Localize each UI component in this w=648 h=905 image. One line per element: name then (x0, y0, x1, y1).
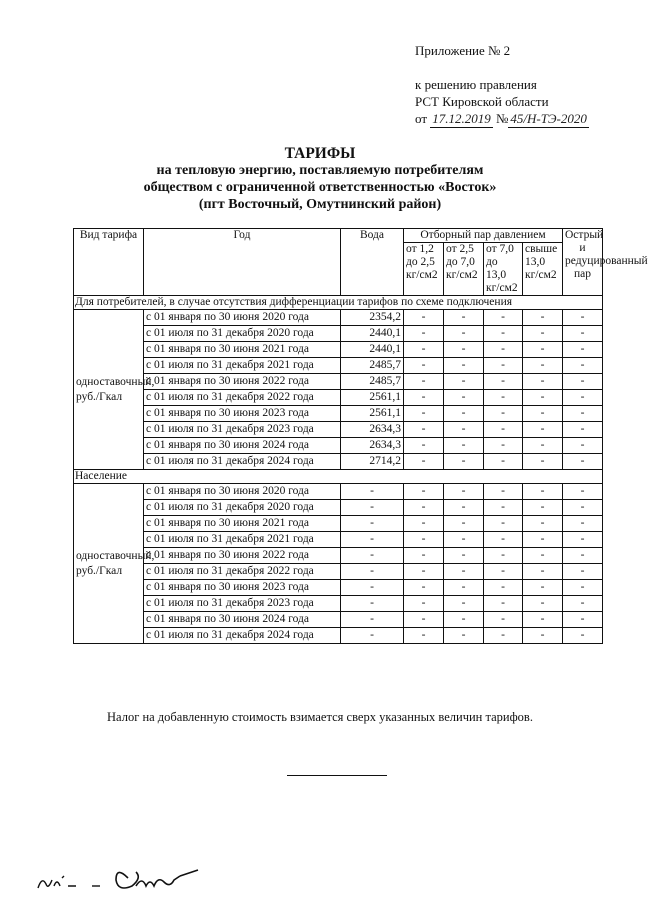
table-row (74, 454, 603, 470)
water-value-cell: 2440,1 (341, 342, 404, 358)
water-value-cell: 2561,1 (341, 406, 404, 422)
dash-cell: - (444, 580, 484, 596)
dash-cell: - (484, 358, 523, 374)
period-cell: с 01 июля по 31 декабря 2021 года (144, 358, 341, 374)
dash-cell: - (444, 500, 484, 516)
dash-cell: - (523, 406, 563, 422)
water-value-cell: - (341, 532, 404, 548)
title-line-1: на тепловую энергию, поставляемую потребителям (156, 163, 484, 178)
dash-cell: - (563, 516, 603, 532)
dash-cell: - (523, 454, 563, 470)
dash-cell: - (523, 438, 563, 454)
dash-cell: - (563, 596, 603, 612)
dash-cell: - (484, 628, 523, 644)
dash-cell: - (404, 580, 444, 596)
dash-cell: - (404, 628, 444, 644)
appendix-decision-line: к решению правления (415, 77, 537, 92)
period-cell: с 01 января по 30 июня 2020 года (144, 484, 341, 500)
period-cell: с 01 января по 30 июня 2021 года (144, 342, 341, 358)
period-cell: с 01 июля по 31 декабря 2024 года (144, 628, 341, 644)
dash-cell: - (404, 406, 444, 422)
water-value-cell: 2634,3 (341, 438, 404, 454)
table-row (74, 628, 603, 644)
table-row (74, 548, 603, 564)
dash-cell: - (444, 422, 484, 438)
table-row (74, 500, 603, 516)
decision-date: 17.12.2019 (432, 111, 491, 126)
water-value-cell: 2485,7 (341, 358, 404, 374)
section-title: Население (74, 470, 603, 484)
period-cell: с 01 июля по 31 декабря 2023 года (144, 596, 341, 612)
table-row (74, 406, 603, 422)
number-label: № (496, 111, 509, 126)
dash-cell: - (444, 390, 484, 406)
dash-cell: - (484, 548, 523, 564)
dash-cell: - (523, 422, 563, 438)
table-row (74, 422, 603, 438)
dash-cell: - (563, 532, 603, 548)
period-cell: с 01 июля по 31 декабря 2020 года (144, 500, 341, 516)
dash-cell: - (404, 326, 444, 342)
dash-cell: - (444, 406, 484, 422)
table-row (74, 564, 603, 580)
header-steam-pressure: от 1,2 до 2,5 кг/см2 (404, 243, 444, 296)
section-title: Для потребителей, в случае отсутствия дифференциации тарифов по схеме подключения (74, 296, 603, 310)
dash-cell: - (444, 612, 484, 628)
dash-cell: - (484, 342, 523, 358)
water-value-cell: - (341, 516, 404, 532)
dash-cell: - (563, 454, 603, 470)
dash-cell: - (444, 596, 484, 612)
dash-cell: - (523, 628, 563, 644)
table-row (74, 310, 603, 326)
water-value-cell: - (341, 564, 404, 580)
dash-cell: - (404, 358, 444, 374)
period-cell: с 01 января по 30 июня 2023 года (144, 406, 341, 422)
handwritten-signature (32, 856, 212, 896)
table-row (74, 390, 603, 406)
water-value-cell: - (341, 548, 404, 564)
water-value-cell: - (341, 596, 404, 612)
table-row (74, 438, 603, 454)
dash-cell: - (563, 390, 603, 406)
dash-cell: - (404, 516, 444, 532)
dash-cell: - (404, 342, 444, 358)
dash-cell: - (404, 484, 444, 500)
water-value-cell: - (341, 612, 404, 628)
title-line-2: обществом с ограниченной ответственностью «Восток» (143, 180, 497, 195)
dash-cell: - (444, 628, 484, 644)
dash-cell: - (563, 438, 603, 454)
dash-cell: - (444, 374, 484, 390)
dash-cell: - (523, 326, 563, 342)
dash-cell: - (444, 326, 484, 342)
dash-cell: - (484, 580, 523, 596)
header-sharp-steam: Острый и редуцированный пар (563, 229, 603, 296)
dash-cell: - (404, 310, 444, 326)
dash-cell: - (484, 454, 523, 470)
dash-cell: - (523, 374, 563, 390)
dash-cell: - (563, 484, 603, 500)
water-value-cell: - (341, 628, 404, 644)
dash-cell: - (563, 342, 603, 358)
water-value-cell: 2440,1 (341, 326, 404, 342)
dash-cell: - (404, 564, 444, 580)
dash-cell: - (563, 548, 603, 564)
header-year: Год (144, 229, 341, 296)
dash-cell: - (444, 532, 484, 548)
appendix-number: Приложение № 2 (415, 43, 511, 58)
dash-cell: - (523, 342, 563, 358)
period-cell: с 01 января по 30 июня 2022 года (144, 374, 341, 390)
dash-cell: - (523, 484, 563, 500)
table-row (74, 612, 603, 628)
dash-cell: - (484, 596, 523, 612)
dash-cell: - (404, 596, 444, 612)
water-value-cell: 2354,2 (341, 310, 404, 326)
dash-cell: - (563, 612, 603, 628)
dash-cell: - (404, 454, 444, 470)
table-row (74, 596, 603, 612)
header-steam-pressure: свыше 13,0 кг/см2 (523, 243, 563, 296)
appendix-date-line (415, 110, 589, 128)
table-row (74, 358, 603, 374)
dash-cell: - (523, 358, 563, 374)
title-main: ТАРИФЫ (284, 145, 356, 162)
table-row (74, 484, 603, 500)
vat-note: Налог на добавленную стоимость взимается сверх указанных величин тарифов. (107, 710, 533, 724)
dash-cell: - (484, 564, 523, 580)
dash-cell: - (484, 438, 523, 454)
dash-cell: - (484, 374, 523, 390)
water-value-cell: - (341, 484, 404, 500)
decision-number: 45/Н-ТЭ-2020 (510, 111, 587, 126)
water-value-cell: 2485,7 (341, 374, 404, 390)
closing-line (287, 775, 387, 776)
dash-cell: - (404, 422, 444, 438)
dash-cell: - (444, 516, 484, 532)
dash-cell: - (404, 390, 444, 406)
dash-cell: - (444, 342, 484, 358)
water-value-cell: 2634,3 (341, 422, 404, 438)
dash-cell: - (444, 358, 484, 374)
dash-cell: - (484, 532, 523, 548)
dash-cell: - (444, 548, 484, 564)
header-water: Вода (341, 229, 404, 296)
dash-cell: - (404, 500, 444, 516)
dash-cell: - (563, 628, 603, 644)
tariff-table (73, 228, 648, 644)
dash-cell: - (444, 564, 484, 580)
header-steam-pressure: от 2,5 до 7,0 кг/см2 (444, 243, 484, 296)
appendix-authority-line: РСТ Кировской области (415, 94, 549, 109)
dash-cell: - (484, 612, 523, 628)
dash-cell: - (404, 548, 444, 564)
dash-cell: - (563, 564, 603, 580)
period-cell: с 01 июля по 31 декабря 2022 года (144, 564, 341, 580)
period-cell: с 01 января по 30 июня 2020 года (144, 310, 341, 326)
header-tariff-type: Вид тарифа (74, 229, 144, 296)
dash-cell: - (444, 484, 484, 500)
period-cell: с 01 января по 30 июня 2024 года (144, 612, 341, 628)
dash-cell: - (484, 406, 523, 422)
dash-cell: - (563, 406, 603, 422)
tariff-type-cell: одноставочный, руб./Гкал (74, 310, 144, 470)
section-row (74, 470, 603, 484)
water-value-cell: 2561,1 (341, 390, 404, 406)
header-steam: Отборный пар давлением (404, 229, 563, 243)
dash-cell: - (563, 422, 603, 438)
dash-cell: - (523, 532, 563, 548)
dash-cell: - (484, 310, 523, 326)
tariff-type-cell: одноставочный, руб./Гкал (74, 484, 144, 644)
title-line-3: (пгт Восточный, Омутнинский район) (198, 197, 442, 212)
dash-cell: - (484, 422, 523, 438)
table-row (74, 326, 603, 342)
period-cell: с 01 января по 30 июня 2023 года (144, 580, 341, 596)
water-value-cell: 2714,2 (341, 454, 404, 470)
period-cell: с 01 января по 30 июня 2024 года (144, 438, 341, 454)
from-label: от (415, 111, 428, 126)
period-cell: с 01 января по 30 июня 2022 года (144, 548, 341, 564)
table-row (74, 532, 603, 548)
dash-cell: - (444, 310, 484, 326)
dash-cell: - (563, 374, 603, 390)
dash-cell: - (444, 454, 484, 470)
dash-cell: - (404, 374, 444, 390)
header-steam-pressure: от 7,0 до 13,0 кг/см2 (484, 243, 523, 296)
dash-cell: - (523, 564, 563, 580)
dash-cell: - (523, 580, 563, 596)
dash-cell: - (563, 500, 603, 516)
dash-cell: - (484, 326, 523, 342)
table-row (74, 342, 603, 358)
dash-cell: - (523, 516, 563, 532)
water-value-cell: - (341, 580, 404, 596)
period-cell: с 01 июля по 31 декабря 2022 года (144, 390, 341, 406)
header-row (74, 229, 603, 243)
table-row (74, 580, 603, 596)
period-cell: с 01 июля по 31 декабря 2021 года (144, 532, 341, 548)
appendix-block (415, 42, 589, 128)
table-row (74, 516, 603, 532)
dash-cell: - (404, 532, 444, 548)
dash-cell: - (484, 500, 523, 516)
period-cell: с 01 июля по 31 декабря 2024 года (144, 454, 341, 470)
dash-cell: - (523, 612, 563, 628)
dash-cell: - (563, 580, 603, 596)
dash-cell: - (563, 326, 603, 342)
dash-cell: - (484, 484, 523, 500)
dash-cell: - (484, 516, 523, 532)
document-title (0, 145, 640, 213)
dash-cell: - (523, 596, 563, 612)
period-cell: с 01 января по 30 июня 2021 года (144, 516, 341, 532)
dash-cell: - (563, 358, 603, 374)
water-value-cell: - (341, 500, 404, 516)
section-row (74, 296, 603, 310)
dash-cell: - (523, 548, 563, 564)
dash-cell: - (484, 390, 523, 406)
dash-cell: - (563, 310, 603, 326)
dash-cell: - (404, 438, 444, 454)
dash-cell: - (404, 612, 444, 628)
dash-cell: - (444, 438, 484, 454)
dash-cell: - (523, 390, 563, 406)
period-cell: с 01 июля по 31 декабря 2023 года (144, 422, 341, 438)
period-cell: с 01 июля по 31 декабря 2020 года (144, 326, 341, 342)
table-row (74, 374, 603, 390)
dash-cell: - (523, 500, 563, 516)
dash-cell: - (523, 310, 563, 326)
